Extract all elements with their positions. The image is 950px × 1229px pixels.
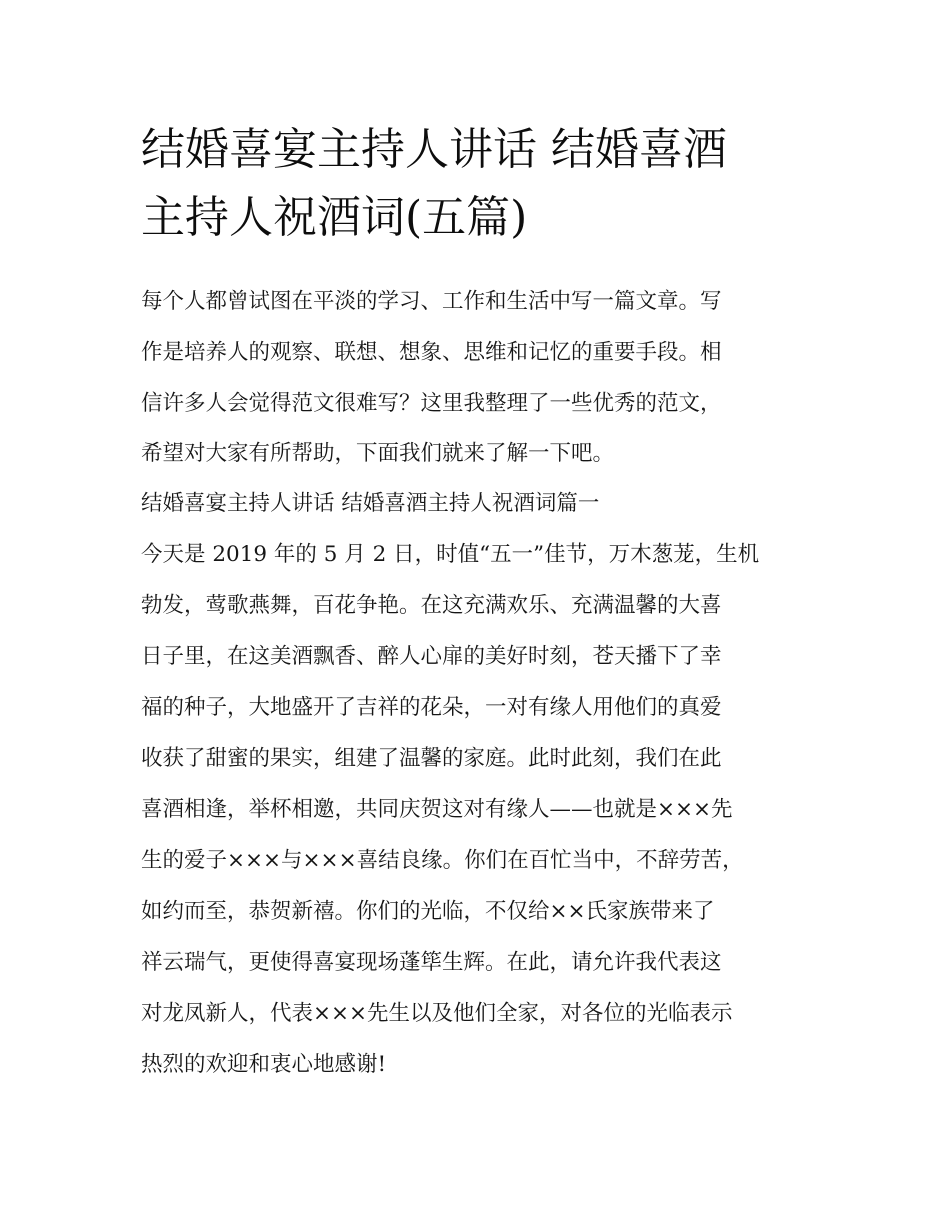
speech-line: 喜酒相逢，举杯相邀，共同庆贺这对有缘人——也就是×××先 xyxy=(141,797,733,822)
intro-line: 希望对大家有所帮助，下面我们就来了解一下吧。 xyxy=(141,441,615,466)
intro-paragraph xyxy=(141,276,831,478)
intro-line: 作是培养人的观察、联想、想象、思维和记忆的重要手段。相 xyxy=(141,340,722,365)
title-line: 结婚喜宴主持人讲话 结婚喜酒 xyxy=(141,124,727,175)
speech-line: 生的爱子×××与×××喜结良缘。你们在百忙当中，不辞劳苦， xyxy=(141,848,744,873)
section-heading: 结婚喜宴主持人讲话 结婚喜酒主持人祝酒词篇一 xyxy=(141,491,600,516)
speech-line: 对龙凤新人，代表×××先生以及他们全家，对各位的光临表示 xyxy=(141,1001,733,1026)
intro-line: 每个人都曾试图在平淡的学习、工作和生活中写一篇文章。写 xyxy=(141,289,722,314)
title-line: 主持人祝酒词(五篇) xyxy=(141,192,528,243)
speech-line: 收获了甜蜜的果实，组建了温馨的家庭。此时此刻，我们在此 xyxy=(141,746,722,771)
speech-line: 勃发，莺歌燕舞，百花争艳。在这充满欢乐、充满温馨的大喜 xyxy=(141,593,722,618)
speech-line: 热烈的欢迎和衷心地感谢! xyxy=(141,1052,387,1077)
speech-line: 今天是 2019 年的 5 月 2 日，时值“五一”佳节，万木葱茏，生机 xyxy=(141,542,760,567)
document-title xyxy=(141,116,821,252)
document-body xyxy=(141,276,831,1090)
intro-line: 信许多人会觉得范文很难写？这里我整理了一些优秀的范文， xyxy=(141,391,722,416)
speech-line: 日子里，在这美酒飘香、醉人心扉的美好时刻，苍天播下了幸 xyxy=(141,644,722,669)
speech-line: 如约而至，恭贺新禧。你们的光临，不仅给××氏家族带来了 xyxy=(141,899,715,924)
speech-line: 福的种子，大地盛开了吉祥的花朵，一对有缘人用他们的真爱 xyxy=(141,695,722,720)
speech-paragraph xyxy=(141,529,831,1090)
speech-line: 祥云瑞气，更使得喜宴现场蓬筚生辉。在此，请允许我代表这 xyxy=(141,950,722,975)
